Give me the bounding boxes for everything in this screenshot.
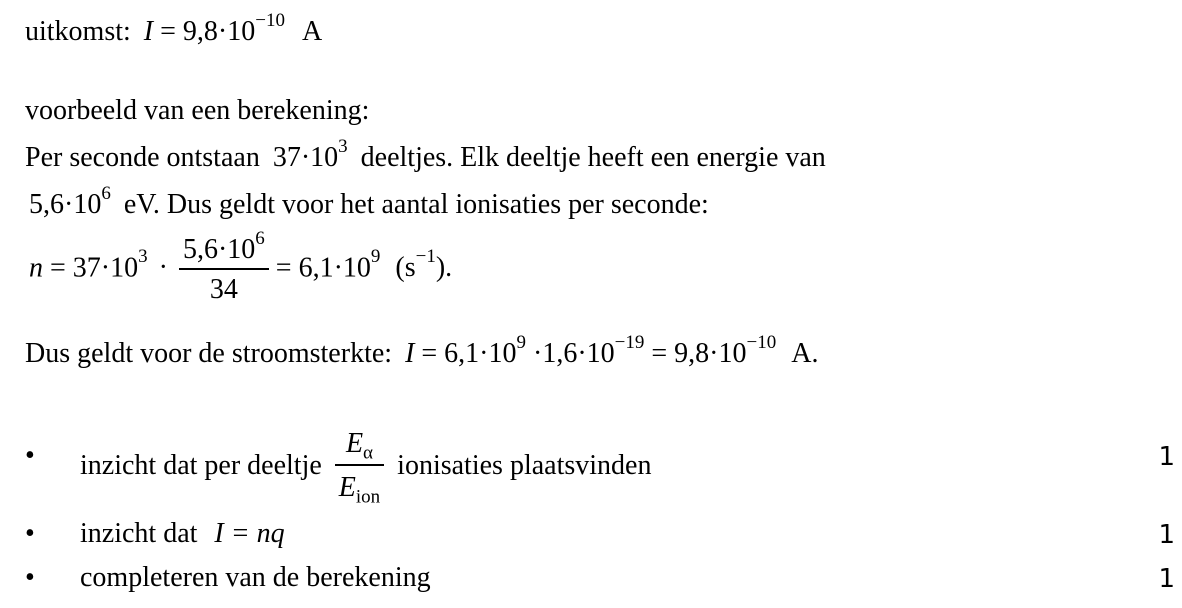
current-line (25, 331, 819, 369)
bullet-icon: • (25, 440, 35, 471)
current-unit: A. (791, 338, 819, 369)
criterion-1-text: inzicht dat per deeltje $\frac{E_\alpha}{E_{ion}}$ ionisaties plaatsvinden (80, 428, 652, 508)
example-line-1 (25, 135, 826, 173)
n-equation-first-exp: 3 (138, 246, 148, 268)
current-pre: Dus geldt voor de stroomsterkte: (25, 338, 393, 369)
current-variable: I (405, 338, 415, 369)
current-eq-exp: 9 (516, 331, 527, 353)
criterion-2-text: inzicht dat I = nq (80, 518, 285, 549)
n-equation-first: = 37·10 (50, 252, 139, 284)
criterion-1-score: 1 (1158, 442, 1175, 472)
energy-exponent: 6 (101, 182, 111, 204)
example-line-2 (29, 182, 709, 220)
n-variable: n (29, 252, 43, 284)
ionisation-equation (29, 227, 453, 305)
result-line (25, 9, 323, 47)
ionisation-ratio-fraction (335, 428, 384, 508)
ratio-denominator: $E_{ion}$ (335, 464, 384, 504)
example-line-1-post: deeltjes. Elk deeltje heeft een energie van (360, 142, 826, 173)
particles-exponent: 3 (338, 135, 348, 157)
current-formula: I = nq (214, 518, 285, 549)
current-result-exp: −10 (746, 331, 777, 353)
example-line-2-post: eV. Dus geldt voor het aantal ionisaties per seconde: (123, 189, 709, 220)
n-equation-result-exp: 9 (370, 246, 381, 268)
bullet-icon: • (25, 518, 35, 549)
criterion-3-text: completeren van de berekening (80, 562, 431, 593)
ratio-numerator: $E_\alpha$ (345, 428, 374, 464)
criterion-2 (25, 518, 1175, 550)
bullet-icon: • (25, 562, 35, 593)
energy-fraction-denominator: 34 (179, 268, 269, 304)
criterion-1 (25, 428, 1175, 508)
result-value: = 9,8·10 (160, 16, 256, 47)
current-mul: ·1,6·10 (533, 338, 615, 369)
result-unit: A (301, 16, 323, 47)
current-result: = 9,8·10 (651, 338, 747, 369)
energy-value: 5,6·10 (29, 189, 102, 220)
example-line-1-pre: Per seconde ontstaan (25, 142, 260, 173)
energy-fraction-numerator: $5,6\cdot 10^6$ (182, 227, 265, 265)
particles-value: 37·10 (272, 142, 339, 173)
criterion-3 (25, 562, 1175, 594)
n-unit: $(s^{-1})$. (395, 246, 453, 284)
criterion-3-score: 1 (1158, 564, 1175, 594)
criterion-2-score: 1 (1158, 520, 1175, 550)
result-variable: I (143, 16, 154, 47)
example-heading: voorbeeld van een berekening: (25, 95, 370, 126)
multiply-dot: · (158, 252, 168, 284)
energy-fraction (179, 227, 269, 305)
current-mul-exp: −19 (614, 331, 645, 353)
result-label: uitkomst: (25, 16, 131, 47)
result-exponent: −10 (255, 9, 285, 31)
n-equation-result: = 6,1·10 (275, 252, 371, 284)
current-eq: = 6,1·10 (421, 338, 517, 369)
